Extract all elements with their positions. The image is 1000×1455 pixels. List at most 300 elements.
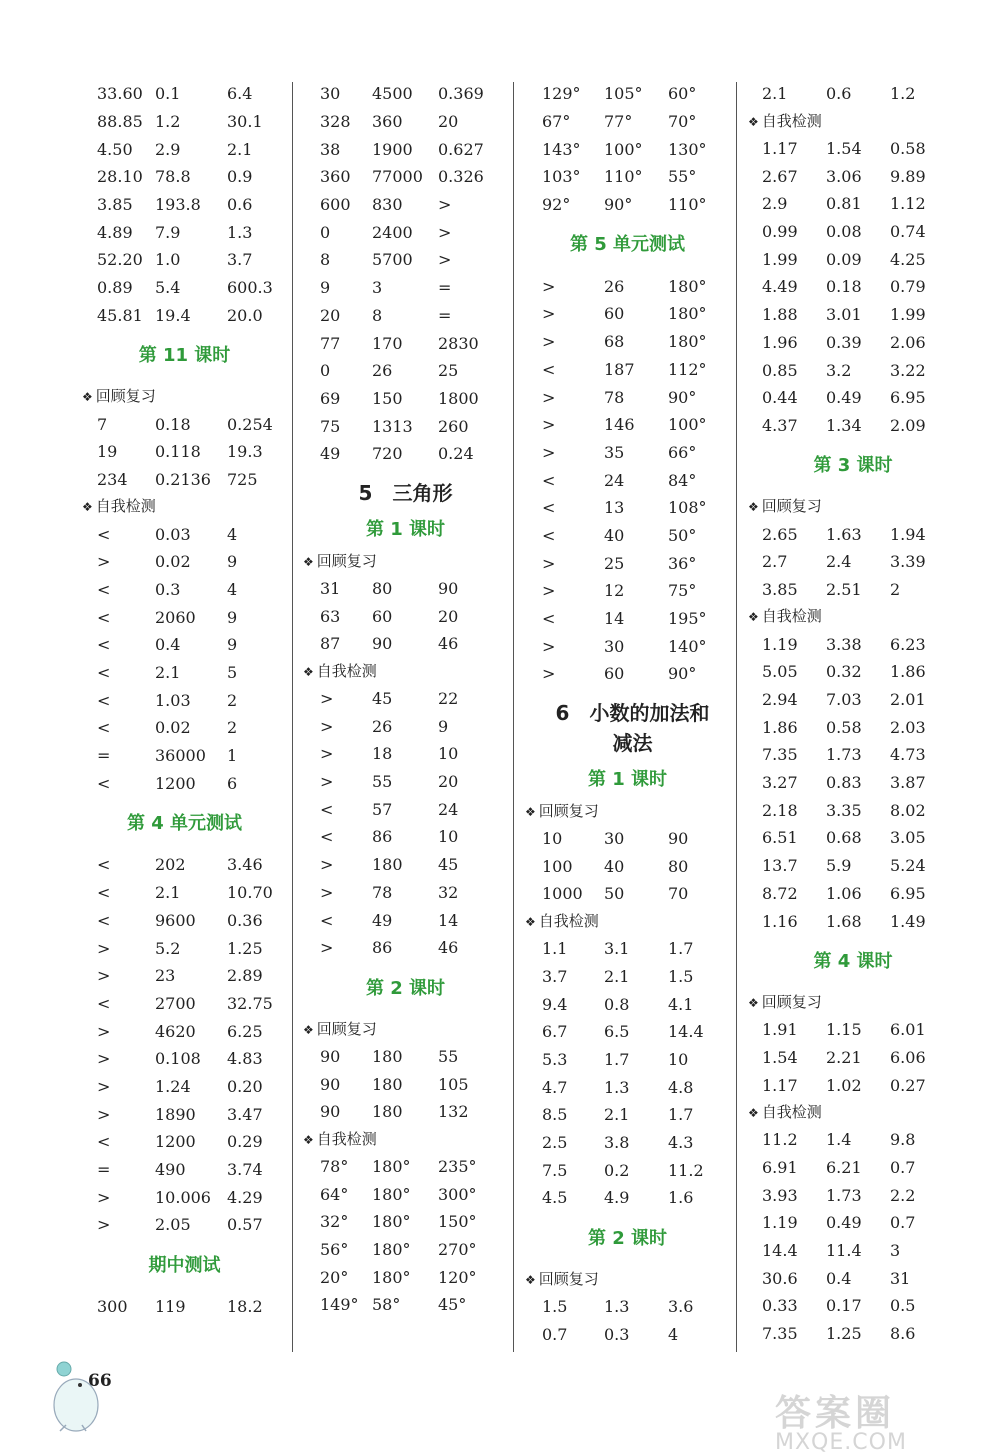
answer-cell: 20 — [438, 112, 459, 132]
answer-row — [303, 1236, 508, 1264]
answer-cell: < — [320, 799, 334, 819]
answer-cell: 20 — [320, 305, 341, 325]
answer-cell: 6.01 — [890, 1020, 926, 1040]
answer-row — [82, 659, 287, 687]
answer-cell: 9 — [227, 552, 238, 572]
answer-cell: > — [97, 1021, 111, 1041]
answer-cell: 1.5 — [668, 966, 694, 986]
answer-row — [525, 1293, 730, 1321]
answer-cell: < — [97, 635, 111, 655]
mascot-icon — [40, 1355, 110, 1435]
answer-cell: 67° — [542, 112, 571, 132]
answer-cell: 4.9 — [604, 1188, 630, 1208]
column-1 — [82, 80, 287, 1320]
answer-cell: 20 — [438, 606, 459, 626]
answer-cell: 0.02 — [155, 718, 191, 738]
answer-row — [82, 1073, 287, 1101]
answer-cell: 300 — [97, 1297, 128, 1317]
answer-cell: 8.72 — [762, 883, 798, 903]
answer-cell: 4 — [668, 1324, 679, 1344]
answer-cell: 2.2 — [890, 1185, 916, 1205]
answer-cell: 86 — [372, 938, 393, 958]
answer-row — [525, 852, 730, 880]
answer-cell: 78 — [372, 882, 393, 902]
answer-cell: < — [542, 359, 556, 379]
answer-cell: 6.5 — [604, 1022, 630, 1042]
answer-row — [82, 410, 287, 438]
answer-row — [82, 1211, 287, 1239]
answer-row — [303, 906, 508, 934]
answer-cell: 92° — [542, 195, 571, 215]
answer-cell: 9 — [227, 635, 238, 655]
answer-cell: 2.1 — [155, 883, 181, 903]
answer-row — [748, 384, 958, 412]
answer-row — [748, 907, 958, 935]
answer-cell: 2 — [227, 690, 238, 710]
answer-cell: 6.25 — [227, 1021, 263, 1041]
answer-cell: 78 — [604, 387, 625, 407]
answer-cell: 0.3 — [155, 579, 181, 599]
answer-row — [748, 135, 958, 163]
answer-cell: 260 — [438, 416, 469, 436]
answer-block — [82, 1293, 287, 1321]
answer-cell: 1.54 — [826, 139, 862, 159]
answer-cell: 1.3 — [604, 1297, 630, 1317]
answer-cell: < — [97, 718, 111, 738]
answer-cell: 87 — [320, 634, 341, 654]
answer-block — [303, 80, 508, 468]
column-3 — [525, 80, 730, 1348]
answer-cell: 4.8 — [668, 1077, 694, 1097]
answer-cell: > — [97, 1187, 111, 1207]
answer-row — [525, 411, 730, 439]
answer-cell: 13 — [604, 498, 625, 518]
column-2 — [303, 80, 508, 1319]
answer-row — [303, 80, 508, 108]
answer-cell: 18 — [372, 744, 393, 764]
answer-cell: 30.6 — [762, 1268, 798, 1288]
answer-cell: 6.91 — [762, 1157, 798, 1177]
section-heading: 第 5 单元测试 — [569, 234, 686, 256]
answer-row — [525, 439, 730, 467]
answer-cell: 180° — [668, 332, 707, 352]
answer-cell: 0.09 — [826, 249, 862, 269]
answer-row — [525, 328, 730, 356]
answer-cell: 0.36 — [227, 910, 263, 930]
answer-cell: < — [542, 470, 556, 490]
answer-row — [303, 795, 508, 823]
answer-cell: 28.10 — [97, 167, 143, 187]
watermark-url: MXQE.COM — [775, 1430, 907, 1455]
answer-cell: 193.8 — [155, 195, 201, 215]
answer-cell: 4.5 — [542, 1188, 568, 1208]
answer-cell: 7.35 — [762, 745, 798, 765]
answer-cell: 0.6 — [227, 195, 253, 215]
answer-cell: 3.2 — [826, 360, 852, 380]
answer-cell: 90 — [438, 578, 459, 598]
answer-cell: < — [97, 607, 111, 627]
answer-cell: 2400 — [372, 222, 413, 242]
answer-cell: 10 — [542, 829, 563, 849]
answer-cell: 66° — [668, 442, 697, 462]
answer-cell: 2.7 — [762, 552, 788, 572]
answer-cell: > — [542, 553, 556, 573]
answer-cell: 32.75 — [227, 993, 273, 1013]
answer-cell: 36° — [668, 553, 697, 573]
answer-cell: 0.5 — [890, 1296, 916, 1316]
answer-cell: 8.6 — [890, 1324, 916, 1344]
answer-row — [82, 302, 287, 330]
answer-cell: 5.9 — [826, 856, 852, 876]
answer-cell: 4.83 — [227, 1049, 263, 1069]
answer-row — [303, 1263, 508, 1291]
answer-cell: 1.1 — [542, 939, 568, 959]
answer-cell: 3 — [890, 1241, 901, 1261]
section-heading: 第 2 课时 — [365, 977, 446, 999]
answer-block — [303, 575, 508, 658]
answer-block — [525, 825, 730, 908]
answer-cell: 7.35 — [762, 1324, 798, 1344]
subsection-label: ❖ 回顾复习 — [748, 989, 958, 1016]
answer-row — [525, 1101, 730, 1129]
answer-cell: 0.4 — [826, 1268, 852, 1288]
answer-cell: 58° — [372, 1295, 401, 1315]
answer-cell: 2700 — [155, 993, 196, 1013]
answer-cell: 0.85 — [762, 360, 798, 380]
answer-cell: 3.47 — [227, 1104, 263, 1124]
answer-row — [525, 1129, 730, 1157]
answer-cell: 270° — [438, 1240, 477, 1260]
answer-cell: > — [542, 636, 556, 656]
answer-block — [748, 1126, 958, 1348]
answer-block — [82, 80, 287, 329]
answer-cell: 2.18 — [762, 800, 798, 820]
answer-cell: 0.369 — [438, 84, 484, 104]
answer-cell: 10.70 — [227, 883, 273, 903]
answer-row — [525, 632, 730, 660]
answer-cell: 90 — [668, 829, 689, 849]
answer-row — [303, 302, 508, 330]
answer-row — [82, 934, 287, 962]
answer-row — [748, 824, 958, 852]
answer-row — [303, 385, 508, 413]
answer-row — [525, 300, 730, 328]
answer-cell: 4.1 — [668, 994, 694, 1014]
answer-row — [303, 191, 508, 219]
answer-cell: 3.1 — [604, 939, 630, 959]
answer-row — [748, 1264, 958, 1292]
answer-cell: 4620 — [155, 1021, 196, 1041]
answer-row — [748, 741, 958, 769]
answer-cell: 2.21 — [826, 1047, 862, 1067]
answer-cell: 68 — [604, 332, 625, 352]
answer-row — [525, 163, 730, 191]
answer-cell: 49 — [320, 444, 341, 464]
answer-cell: 1.63 — [826, 524, 862, 544]
answer-cell: > — [320, 772, 334, 792]
answer-row — [748, 796, 958, 824]
answer-cell: 170 — [372, 333, 403, 353]
answer-row — [82, 135, 287, 163]
answer-cell: 0.44 — [762, 388, 798, 408]
answer-cell: 180 — [372, 1102, 403, 1122]
answer-cell: 46 — [438, 938, 459, 958]
answer-cell: 2.1 — [155, 663, 181, 683]
answer-cell: > — [97, 938, 111, 958]
answer-row — [303, 740, 508, 768]
answer-cell: 1.0 — [155, 250, 181, 270]
answer-block — [748, 630, 958, 935]
answer-cell: 45 — [438, 855, 459, 875]
answer-block — [748, 520, 958, 603]
answer-cell: 26 — [372, 361, 393, 381]
answer-row — [748, 1320, 958, 1348]
answer-cell: 20 — [438, 772, 459, 792]
answer-cell: 19 — [97, 442, 118, 462]
answer-cell: < — [97, 663, 111, 683]
answer-row — [82, 108, 287, 136]
answer-cell: 6.51 — [762, 828, 798, 848]
answer-cell: 11.2 — [668, 1160, 704, 1180]
subsection-label: ❖ 回顾复习 — [748, 493, 958, 520]
answer-cell: 4.7 — [542, 1077, 568, 1097]
answer-row — [748, 769, 958, 797]
answer-row — [303, 218, 508, 246]
answer-cell: 180° — [372, 1267, 411, 1287]
answer-cell: 3.27 — [762, 773, 798, 793]
answer-cell: 40 — [604, 856, 625, 876]
answer-row — [303, 246, 508, 274]
answer-cell: > — [97, 1049, 111, 1069]
answer-row — [748, 548, 958, 576]
answer-cell: 108° — [668, 498, 707, 518]
answer-cell: 1.86 — [762, 717, 798, 737]
answer-cell: > — [542, 581, 556, 601]
answer-cell: 100° — [604, 139, 643, 159]
answer-cell: 45 — [372, 689, 393, 709]
answer-cell: 0.20 — [227, 1076, 263, 1096]
answer-cell: 6.23 — [890, 634, 926, 654]
answer-row — [303, 768, 508, 796]
answer-block — [525, 272, 730, 687]
answer-row — [525, 1018, 730, 1046]
answer-row — [748, 1154, 958, 1182]
answer-cell: 4.73 — [890, 745, 926, 765]
answer-cell: 10 — [438, 827, 459, 847]
answer-cell: 8 — [320, 250, 331, 270]
answer-cell: 57 — [372, 799, 393, 819]
answer-cell: 0.9 — [227, 167, 253, 187]
answer-cell: 1313 — [372, 416, 413, 436]
column-4 — [748, 80, 958, 1347]
answer-row — [525, 383, 730, 411]
answer-cell: 2.9 — [155, 139, 181, 159]
answer-cell: 830 — [372, 195, 403, 215]
answer-cell: 9600 — [155, 910, 196, 930]
answer-row — [82, 520, 287, 548]
subsection-label: ❖ 自我检测 — [748, 1099, 958, 1126]
answer-row — [303, 712, 508, 740]
answer-cell: 110° — [668, 195, 707, 215]
answer-cell: 0.08 — [826, 222, 862, 242]
answer-cell: 0.254 — [227, 414, 273, 434]
answer-cell: 56° — [320, 1240, 349, 1260]
answer-cell: 2.5 — [542, 1132, 568, 1152]
answer-cell: < — [542, 525, 556, 545]
answer-cell: 14 — [438, 910, 459, 930]
answer-cell: 3.01 — [826, 305, 862, 325]
answer-cell: 195° — [668, 609, 707, 629]
answer-cell: 1.54 — [762, 1047, 798, 1067]
answer-cell: 180 — [372, 1046, 403, 1066]
answer-cell: 5.3 — [542, 1049, 568, 1069]
section-heading: 第 1 课时 — [365, 518, 446, 540]
answer-row — [82, 576, 287, 604]
answer-cell: 300° — [438, 1184, 477, 1204]
answer-row — [82, 1183, 287, 1211]
answer-row — [303, 163, 508, 191]
answer-cell: 1.7 — [668, 939, 694, 959]
answer-cell: 2.1 — [762, 84, 788, 104]
answer-cell: > — [542, 387, 556, 407]
answer-cell: 1200 — [155, 1132, 196, 1152]
answer-cell: 63 — [320, 606, 341, 626]
answer-cell: 5.24 — [890, 856, 926, 876]
answer-cell: 3.87 — [890, 773, 926, 793]
answer-cell: 22 — [438, 689, 459, 709]
answer-cell: 84° — [668, 470, 697, 490]
answer-cell: 3.6 — [668, 1297, 694, 1317]
answer-cell: 19.3 — [227, 442, 263, 462]
answer-cell: 1.7 — [668, 1105, 694, 1125]
answer-cell: 180 — [372, 855, 403, 875]
answer-cell: 0.4 — [155, 635, 181, 655]
answer-cell: 0.33 — [762, 1296, 798, 1316]
answer-cell: 0.7 — [542, 1324, 568, 1344]
answer-row — [82, 769, 287, 797]
answer-cell: 5700 — [372, 250, 413, 270]
answer-cell: 0.7 — [890, 1157, 916, 1177]
answer-cell: < — [97, 883, 111, 903]
answer-row — [525, 522, 730, 550]
answer-cell: 1.94 — [890, 524, 926, 544]
answer-cell: = — [97, 1160, 111, 1180]
answer-row — [525, 935, 730, 963]
answer-row — [303, 1070, 508, 1098]
answer-row — [748, 329, 958, 357]
section-heading: 第 4 单元测试 — [126, 813, 243, 835]
answer-cell: > — [438, 195, 452, 215]
answer-row — [525, 990, 730, 1018]
answer-cell: 3.85 — [762, 579, 798, 599]
answer-row — [303, 823, 508, 851]
answer-row — [525, 1046, 730, 1074]
answer-row — [748, 1126, 958, 1154]
answer-cell: 9.4 — [542, 994, 568, 1014]
answer-cell: 75 — [320, 416, 341, 436]
answer-cell: 0.2 — [604, 1160, 630, 1180]
answer-cell: 8 — [372, 305, 383, 325]
answer-row — [82, 246, 287, 274]
answer-cell: 1.86 — [890, 662, 926, 682]
answer-cell: 1.3 — [604, 1077, 630, 1097]
answer-block — [525, 80, 730, 218]
answer-row — [82, 851, 287, 879]
answer-cell: 2.4 — [826, 552, 852, 572]
answer-cell: 0.49 — [826, 388, 862, 408]
answer-cell: 1.99 — [890, 305, 926, 325]
answer-row — [748, 658, 958, 686]
answer-cell: 33.60 — [97, 84, 143, 104]
unit-title: 6 小数的加法和减法 — [555, 700, 710, 755]
answer-cell: 60 — [372, 606, 393, 626]
answer-row — [525, 963, 730, 991]
answer-cell: 60 — [604, 664, 625, 684]
answer-cell: 4.49 — [762, 277, 798, 297]
answer-cell: 2.94 — [762, 690, 798, 710]
answer-cell: 30 — [320, 84, 341, 104]
answer-cell: 45° — [438, 1295, 467, 1315]
answer-cell: 50 — [604, 884, 625, 904]
answer-cell: 1.5 — [542, 1297, 568, 1317]
answer-cell: 2.09 — [890, 415, 926, 435]
answer-cell: 9 — [438, 716, 449, 736]
answer-row — [525, 880, 730, 908]
answer-cell: < — [97, 579, 111, 599]
answer-row — [82, 1156, 287, 1184]
answer-cell: 2.1 — [227, 139, 253, 159]
answer-row — [748, 190, 958, 218]
answer-row — [748, 1044, 958, 1072]
answer-cell: 46 — [438, 634, 459, 654]
answer-cell: 86 — [372, 827, 393, 847]
subsection-label: ❖ 自我检测 — [303, 1126, 508, 1153]
answer-cell: 90 — [372, 634, 393, 654]
section-heading: 期中测试 — [148, 1254, 221, 1276]
subsection-label: ❖ 自我检测 — [748, 108, 958, 135]
answer-cell: 4 — [227, 579, 238, 599]
answer-row — [303, 135, 508, 163]
answer-cell: 50° — [668, 525, 697, 545]
answer-cell: 0.68 — [826, 828, 862, 848]
answer-row — [303, 934, 508, 962]
answer-cell: > — [97, 552, 111, 572]
answer-row — [525, 80, 730, 108]
answer-cell: 90° — [668, 664, 697, 684]
answer-cell: 1.25 — [826, 1324, 862, 1344]
answer-row — [82, 191, 287, 219]
answer-cell: 13.7 — [762, 856, 798, 876]
answer-cell: 49 — [372, 910, 393, 930]
answer-cell: 0.39 — [826, 332, 862, 352]
answer-cell: 14.4 — [762, 1241, 798, 1261]
answer-cell: 0 — [320, 222, 331, 242]
answer-cell: = — [97, 746, 111, 766]
answer-cell: 75° — [668, 581, 697, 601]
page-number: 66 — [88, 1371, 112, 1391]
answer-row — [82, 1045, 287, 1073]
answer-cell: < — [542, 609, 556, 629]
answer-row — [82, 962, 287, 990]
answer-cell: 78.8 — [155, 167, 191, 187]
answer-cell: 180° — [668, 304, 707, 324]
answer-cell: 2.65 — [762, 524, 798, 544]
answer-row — [748, 301, 958, 329]
answer-cell: 6.21 — [826, 1157, 862, 1177]
answer-cell: 9 — [227, 607, 238, 627]
answer-block — [748, 135, 958, 440]
answer-cell: 1.17 — [762, 139, 798, 159]
